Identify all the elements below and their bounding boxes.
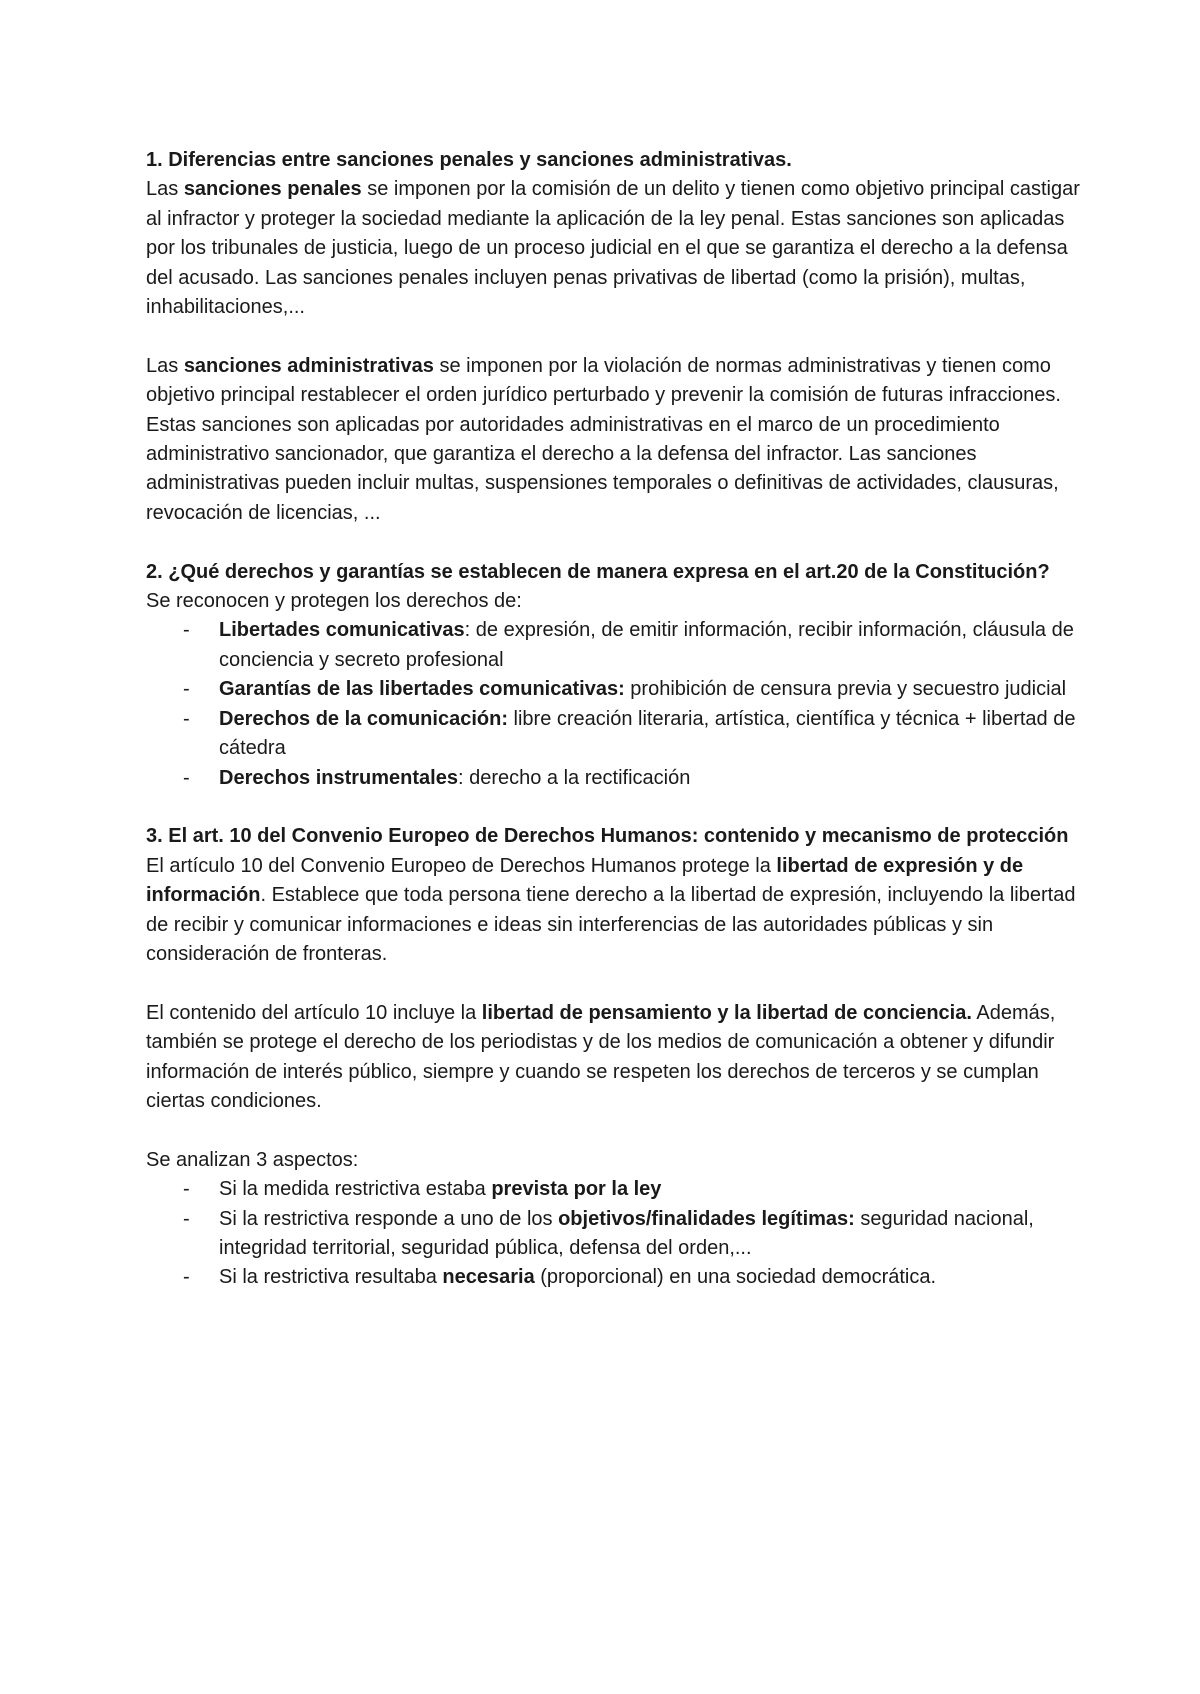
section-3-heading: 3. El art. 10 del Convenio Europeo de Derechos Humanos: contenido y mecanismo de protección	[146, 825, 1069, 848]
term-sanciones-penales: sanciones penales	[183, 178, 362, 201]
section-1-heading: 1. Diferencias entre sanciones penales y sanciones administrativas.	[146, 149, 792, 171]
dash-marker: -	[183, 678, 190, 701]
list-item: - Libertades comunicativas: de expresión, de emitir información, recibir información, cláusula de conciencia y secreto profesional	[146, 616, 1086, 675]
dash-marker: -	[183, 1266, 190, 1289]
list-item: - Si la restrictiva resultaba necesaria (proporcional) en una sociedad democrática.	[146, 1263, 1086, 1292]
term-libertad-pensamiento: libertad de pensamiento y la libertad de conciencia.	[481, 1001, 972, 1024]
dash-marker: -	[183, 707, 190, 730]
section-3-paragraph-2: El contenido del artículo 10 incluye la libertad de pensamiento y la libertad de conciencia. Además, también se protege el derecho de los periodistas y de los medios de comunicación a obtener y difundir información de interés público, siempre y cuando se respeten los derechos de terceros y se cumplan ciertas condiciones.	[146, 1001, 1056, 1112]
section-1-paragraph-2: Las sanciones administrativas se imponen por la violación de normas administrativas y tienen como objetivo principal restablecer el orden jurídico perturbado y prevenir la comisión de futuras infracciones. Estas sanciones son aplicadas por autoridades administrativas en el marco de un procedimiento administrativo sancionador, que garantiza el derecho a la defensa del infractor. Las sanciones administrativas pueden incluir multas, suspensiones temporales o definitivas de actividades, clausuras, revocación de licencias, ...	[146, 354, 1061, 524]
list-item: - Garantías de las libertades comunicativas: prohibición de censura previa y secuestro judicial	[146, 675, 1086, 704]
term-sanciones-administrativas: sanciones administrativas	[183, 354, 434, 377]
section-2-intro: Se reconocen y protegen los derechos de:	[146, 590, 522, 613]
dash-marker: -	[183, 619, 190, 642]
list-item: - Derechos instrumentales: derecho a la rectificación	[146, 764, 1086, 793]
section-2-heading: 2. ¿Qué derechos y garantías se establecen de manera expresa en el art.20 de la Constitución?	[146, 560, 1050, 583]
section-3-list	[146, 1175, 1086, 1293]
list-item: - Si la restrictiva responde a uno de los objetivos/finalidades legítimas: seguridad nacional, integridad territorial, seguridad pública, defensa del orden,...	[146, 1205, 1086, 1264]
dash-marker: -	[183, 1178, 190, 1201]
dash-marker: -	[183, 766, 190, 789]
section-3-intro: Se analizan 3 aspectos:	[146, 1148, 359, 1171]
document-page	[146, 146, 1086, 1293]
section-2-list	[146, 616, 1086, 792]
list-item: - Si la medida restrictiva estaba prevista por la ley	[146, 1175, 1086, 1204]
list-item: - Derechos de la comunicación: libre creación literaria, artística, científica y técnica + libertad de cátedra	[146, 705, 1086, 764]
section-3-paragraph-1: El artículo 10 del Convenio Europeo de Derechos Humanos protege la libertad de expresión y de información. Establece que toda persona tiene derecho a la libertad de expresión, incluyendo la libertad de recibir y comunicar informaciones e ideas sin interferencias de las autoridades públicas y sin consideración de fronteras.	[146, 854, 1076, 965]
dash-marker: -	[183, 1207, 190, 1230]
section-1-paragraph-1: Las sanciones penales se imponen por la comisión de un delito y tienen como objetivo principal castigar al infractor y proteger la sociedad mediante la aplicación de la ley penal. Estas sanciones son aplicadas por los tribunales de justicia, luego de un proceso judicial en el que se garantiza el derecho a la defensa del acusado. Las sanciones penales incluyen penas privativas de libertad (como la prisión), multas, inhabilitaciones,...	[146, 178, 1080, 319]
term-libertad-expresion: libertad de expresión y de información	[146, 854, 1024, 907]
